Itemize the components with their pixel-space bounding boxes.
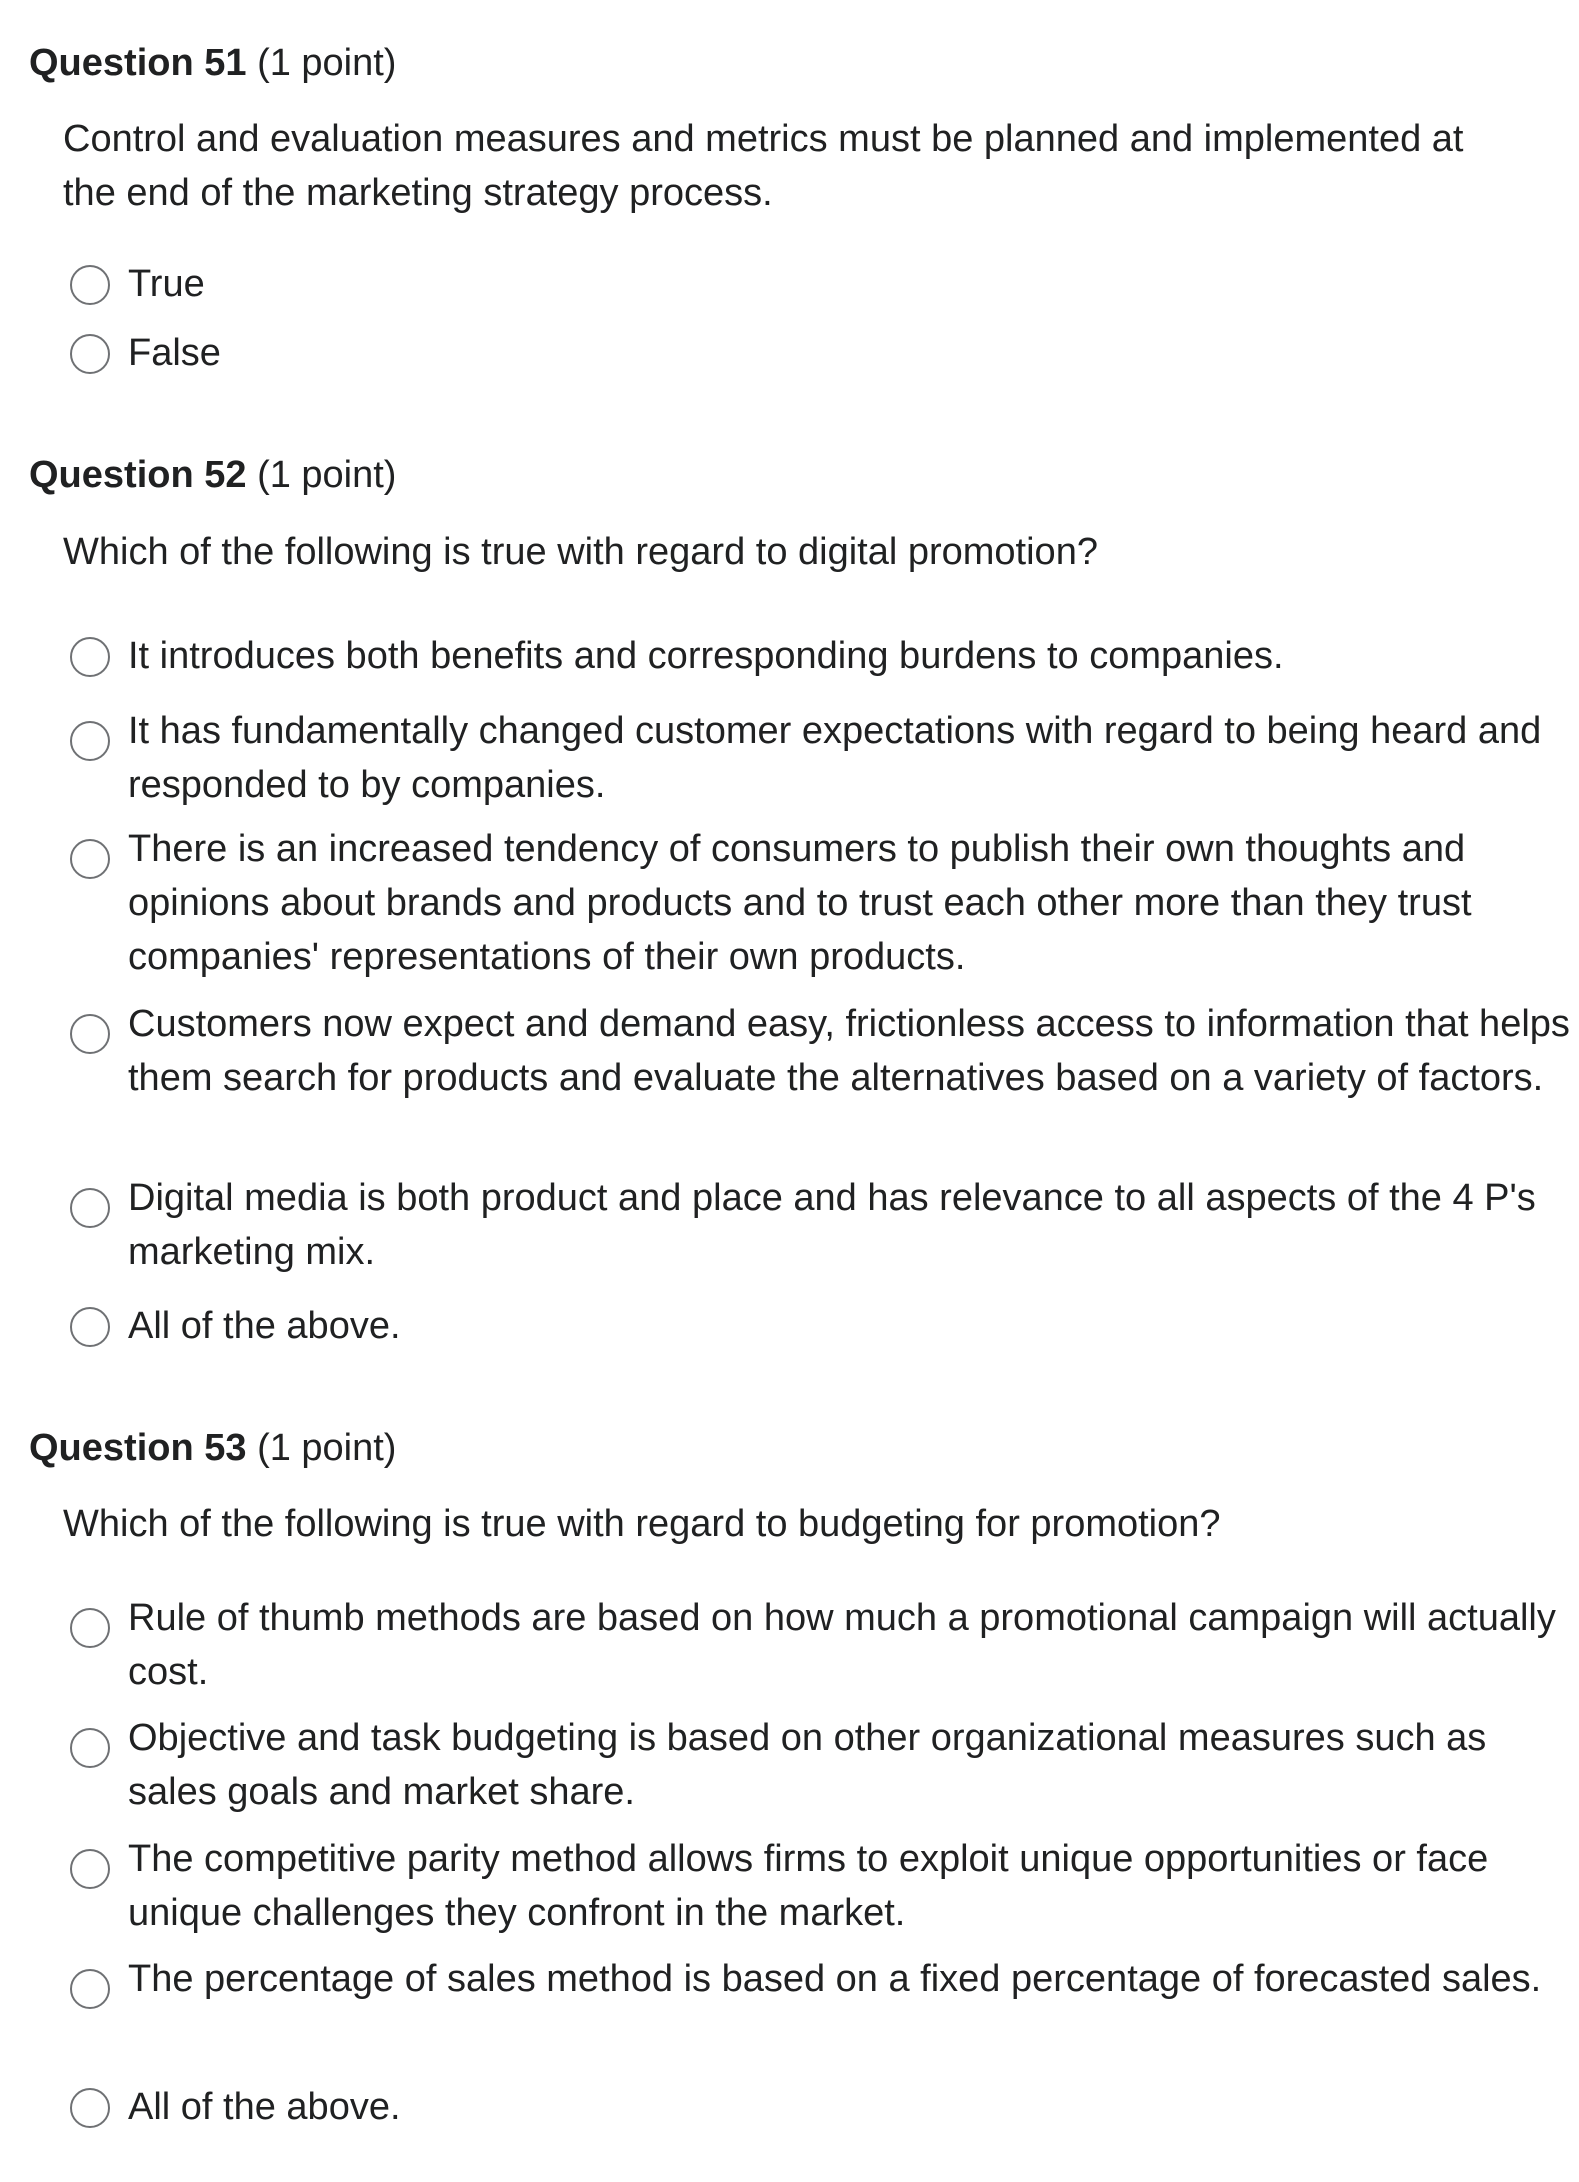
radio-button[interactable] <box>70 637 110 677</box>
radio-button[interactable] <box>70 1728 110 1768</box>
radio-button[interactable] <box>70 1608 110 1648</box>
option-label: The competitive parity method allows firms to exploit unique opportunities or face unique challenges they confront in the market. <box>128 1838 1489 1934</box>
option-label: It has fundamentally changed customer expectations with regard to being heard and responded to by companies. <box>128 710 1542 806</box>
option-label: Rule of thumb methods are based on how much a promotional campaign will actually cost. <box>128 1597 1556 1693</box>
radio-button[interactable] <box>70 839 110 879</box>
radio-button[interactable] <box>70 1188 110 1228</box>
question-text: Which of the following is true with regard to budgeting for promotion? <box>63 1503 1221 1545</box>
question-points: (1 point) <box>257 42 397 84</box>
option-label: It introduces both benefits and corresponding burdens to companies. <box>128 635 1284 677</box>
question-text: Control and evaluation measures and metrics must be planned and implemented at the end of the marketing strategy process. <box>63 118 1464 214</box>
radio-button[interactable] <box>70 1014 110 1054</box>
radio-button[interactable] <box>70 1849 110 1889</box>
option-label: True <box>128 263 205 305</box>
option-label: Objective and task budgeting is based on other organizational measures such as sales goals and market share. <box>128 1717 1487 1813</box>
question-header <box>29 40 396 86</box>
question-number: Question 51 <box>29 42 247 84</box>
radio-button[interactable] <box>70 1969 110 2009</box>
option-label: All of the above. <box>128 2086 401 2128</box>
question-points: (1 point) <box>257 454 397 496</box>
question-number: Question 53 <box>29 1427 247 1469</box>
question-points: (1 point) <box>257 1427 397 1469</box>
option-label: The percentage of sales method is based on a fixed percentage of forecasted sales. <box>128 1958 1542 2000</box>
option-label: There is an increased tendency of consumers to publish their own thoughts and opinions about brands and products and to trust each other more than they trust companies' representations of their own products. <box>128 828 1472 978</box>
option-label: Digital media is both product and place and has relevance to all aspects of the 4 P's marketing mix. <box>128 1177 1536 1273</box>
radio-button[interactable] <box>70 265 110 305</box>
question-header <box>29 452 396 498</box>
option-label: All of the above. <box>128 1305 401 1347</box>
question-text: Which of the following is true with regard to digital promotion? <box>63 531 1098 573</box>
option-label: Customers now expect and demand easy, frictionless access to information that helps them search for products and evaluate the alternatives based on a variety of factors. <box>128 1003 1570 1099</box>
question-number: Question 52 <box>29 454 247 496</box>
radio-button[interactable] <box>70 1307 110 1347</box>
radio-button[interactable] <box>70 2088 110 2128</box>
option-label: False <box>128 332 221 374</box>
radio-button[interactable] <box>70 334 110 374</box>
radio-button[interactable] <box>70 721 110 761</box>
question-header <box>29 1425 396 1471</box>
